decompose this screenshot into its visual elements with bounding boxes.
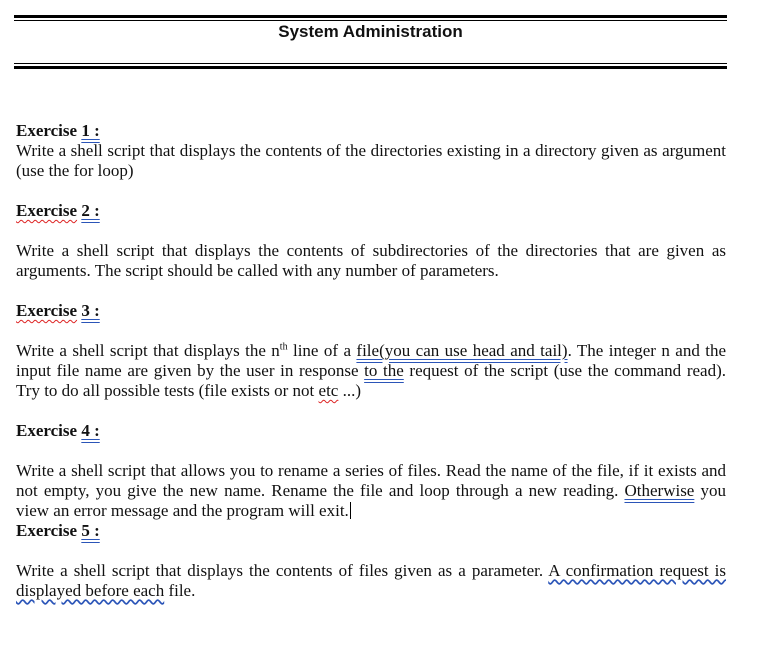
page-title: System Administration — [278, 22, 463, 41]
grammar-flag-otherwise: Otherwise — [624, 481, 695, 500]
exercise-number: 5 : — [81, 521, 100, 540]
top-rule-thick — [14, 15, 727, 18]
exercise-label: Exercise — [16, 301, 78, 320]
text-cursor[interactable] — [350, 502, 351, 519]
exercise-2-heading — [16, 201, 726, 221]
exercise-1-heading — [16, 121, 726, 141]
exercise-number: 4 : — [81, 421, 100, 440]
exercise-label: Exercise — [16, 201, 78, 220]
exercise-label: Exercise — [16, 121, 78, 140]
grammar-flag-to-the: to the — [364, 361, 404, 380]
top-rule-thin — [14, 20, 727, 21]
exercise-5-text: Write a shell script that displays the contents of files given as a parameter. A confirmation request is displayed before each file. — [16, 561, 726, 600]
exercise-label: Exercise — [16, 421, 78, 440]
exercise-3-heading — [16, 301, 726, 321]
exercise-4-text: Write a shell script that allows you to rename a series of files. Read the name of the file, if it exists and not empty, you give the new name. Rename the file and loop through a new reading. Otherwise you view an error message and the program will exit. — [16, 461, 727, 520]
grammar-flag-confirmation: A confirmation request is displayed before each — [16, 561, 726, 600]
exercise-number: 1 : — [81, 121, 100, 140]
exercise-5-heading — [16, 521, 726, 541]
exercise-number: 3 : — [81, 301, 100, 320]
bottom-rule-thick — [14, 66, 727, 69]
spelling-flag-etc: etc — [318, 381, 339, 400]
bottom-rule-thin — [14, 63, 727, 64]
exercise-4-heading — [16, 421, 726, 441]
exercise-1-text: Write a shell script that displays the contents of the directories existing in a directory given as argument (use the for loop) — [16, 141, 726, 180]
exercise-3-text: Write a shell script that displays the $n^{th}$ line of a file(you can use head and tail). The integer n and the input file name are given by the user in response to the request of the script (use the command read). Try to do all possible tests (file exists or not etc ...) — [16, 341, 726, 400]
superscript: th — [279, 341, 288, 353]
exercise-2-text: Write a shell script that displays the contents of subdirectories of the directories that are given as arguments. The script should be called with any number of parameters. — [16, 241, 726, 280]
exercise-number: 2 : — [81, 201, 100, 220]
grammar-flag-file: file(you can use head and tail) — [356, 341, 568, 360]
exercise-label: Exercise — [16, 521, 78, 540]
exercise-list[interactable] — [16, 121, 726, 601]
